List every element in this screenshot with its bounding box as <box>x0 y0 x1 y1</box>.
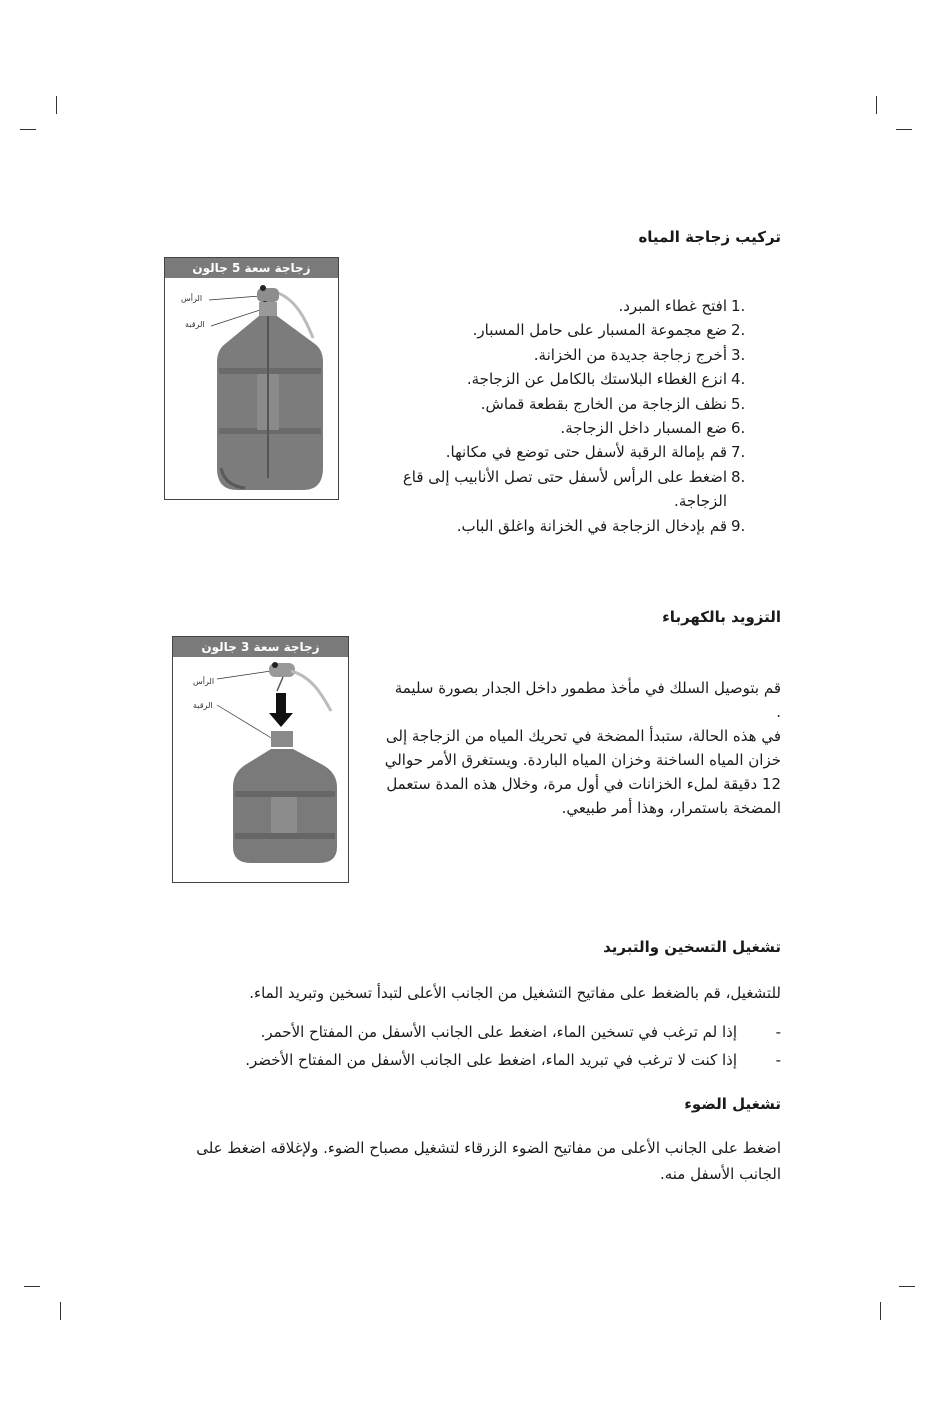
step-text: أخرج زجاجة جديدة من الخزانة. <box>533 345 727 364</box>
label-head: الرأس <box>193 677 215 686</box>
section-title-power: التزويد بالكهرباء <box>662 608 781 626</box>
step-item <box>355 343 755 367</box>
step-text: نظف الزجاجة من الخارج بقطعة قماش. <box>480 394 727 413</box>
heat-cool-list <box>161 1018 781 1074</box>
crop-mark <box>896 129 912 130</box>
power-paragraph-1: قم بتوصيل السلك في مأخذ مطمور داخل الجدار بصورة سليمة . <box>394 679 781 721</box>
step-number: 6. <box>731 419 746 438</box>
step-item <box>355 514 755 538</box>
crop-mark <box>899 1286 915 1287</box>
step-text: قم بإدخال الزجاجة في الخزانة واغلق الباب. <box>456 516 727 535</box>
step-item <box>355 367 755 391</box>
step-text: ضع مجموعة المسبار على حامل المسبار. <box>472 321 727 340</box>
label-neck: الرقبة <box>185 320 205 329</box>
installation-steps <box>355 294 755 538</box>
bullet-text: إذا لم ترغب في تسخين الماء، اضغط على الجانب الأسفل من المفتاح الأحمر. <box>260 1023 737 1041</box>
power-paragraph-2: في هذه الحالة، ستبدأ المضخة في تحريك المياه من الزجاجة إلى خزان المياه الساخنة وخزان المياه الباردة. ويستغرق الأمر حوالي 12 دقيقة لملء الخزانات في أول مرة، وخلال هذه المدة ستعمل المضخة باستمرار، وهذا أمر طبيعي. <box>384 727 781 817</box>
step-text: ضع المسبار داخل الزجاجة. <box>560 419 727 438</box>
step-number: 3. <box>731 345 746 364</box>
step-item <box>355 440 755 464</box>
step-item <box>355 416 755 440</box>
step-number: 4. <box>731 370 746 389</box>
crop-mark <box>24 1286 40 1287</box>
bullet-dash: - <box>775 1023 781 1041</box>
step-number: 9. <box>731 516 746 535</box>
step-text: انزع الغطاء البلاستك بالكامل عن الزجاجة. <box>466 370 727 389</box>
section-title-heat-cool: تشغيل التسخين والتبريد <box>603 938 781 956</box>
step-number: 1. <box>731 297 746 315</box>
heat-cool-intro: للتشغيل، قم بالضغط على مفاتيح التشغيل من الجانب الأعلى لتبدأ تسخين وتبريد الماء. <box>249 984 781 1002</box>
step-text: قم بإمالة الرقبة لأسفل حتى توضع في مكانها. <box>445 443 727 462</box>
crop-mark <box>876 96 877 114</box>
step-text: افتح غطاء المبرد. <box>618 297 727 315</box>
step-number: 2. <box>731 321 746 340</box>
crop-mark <box>880 1302 881 1320</box>
figure-caption: زجاجة سعة 5 جالون <box>165 258 338 278</box>
list-item <box>161 1018 781 1046</box>
bottle-5-gallon-illustration <box>165 278 338 498</box>
step-item <box>355 294 755 318</box>
figure-caption: زجاجة سعة 3 جالون <box>173 637 348 657</box>
step-number: 5. <box>731 394 746 413</box>
bullet-dash: - <box>775 1051 781 1069</box>
bottle-3-gallon-illustration <box>173 657 348 882</box>
bullet-text: إذا كنت لا ترغب في تبريد الماء، اضغط على الجانب الأسفل من المفتاح الأخضر. <box>245 1051 737 1069</box>
crop-mark <box>56 96 57 114</box>
crop-mark <box>60 1302 61 1320</box>
step-item <box>355 392 755 416</box>
step-text: اضغط على الرأس لأسفل حتى تصل الأنابيب إلى قاع الزجاجة. <box>402 467 727 511</box>
step-item <box>355 465 755 514</box>
section-title-bottle: تركيب زجاجة المياه <box>638 228 781 246</box>
step-number: 8. <box>731 467 746 486</box>
light-paragraph: اضغط على الجانب الأعلى من مفاتيح الضوء الزرقاء لتشغيل مصباح الضوء. ولإغلاقه اضغط على الجانب الأسفل منه. <box>196 1139 781 1183</box>
label-head: الرأس <box>181 294 203 303</box>
section-title-light: تشغيل الضوء <box>684 1095 781 1113</box>
crop-mark <box>20 129 36 130</box>
step-item <box>355 318 755 342</box>
label-neck: الرقبة <box>193 701 213 710</box>
figure-3-gallon <box>172 636 349 883</box>
figure-5-gallon <box>164 257 339 500</box>
list-item <box>161 1046 781 1074</box>
step-number: 7. <box>731 443 746 462</box>
